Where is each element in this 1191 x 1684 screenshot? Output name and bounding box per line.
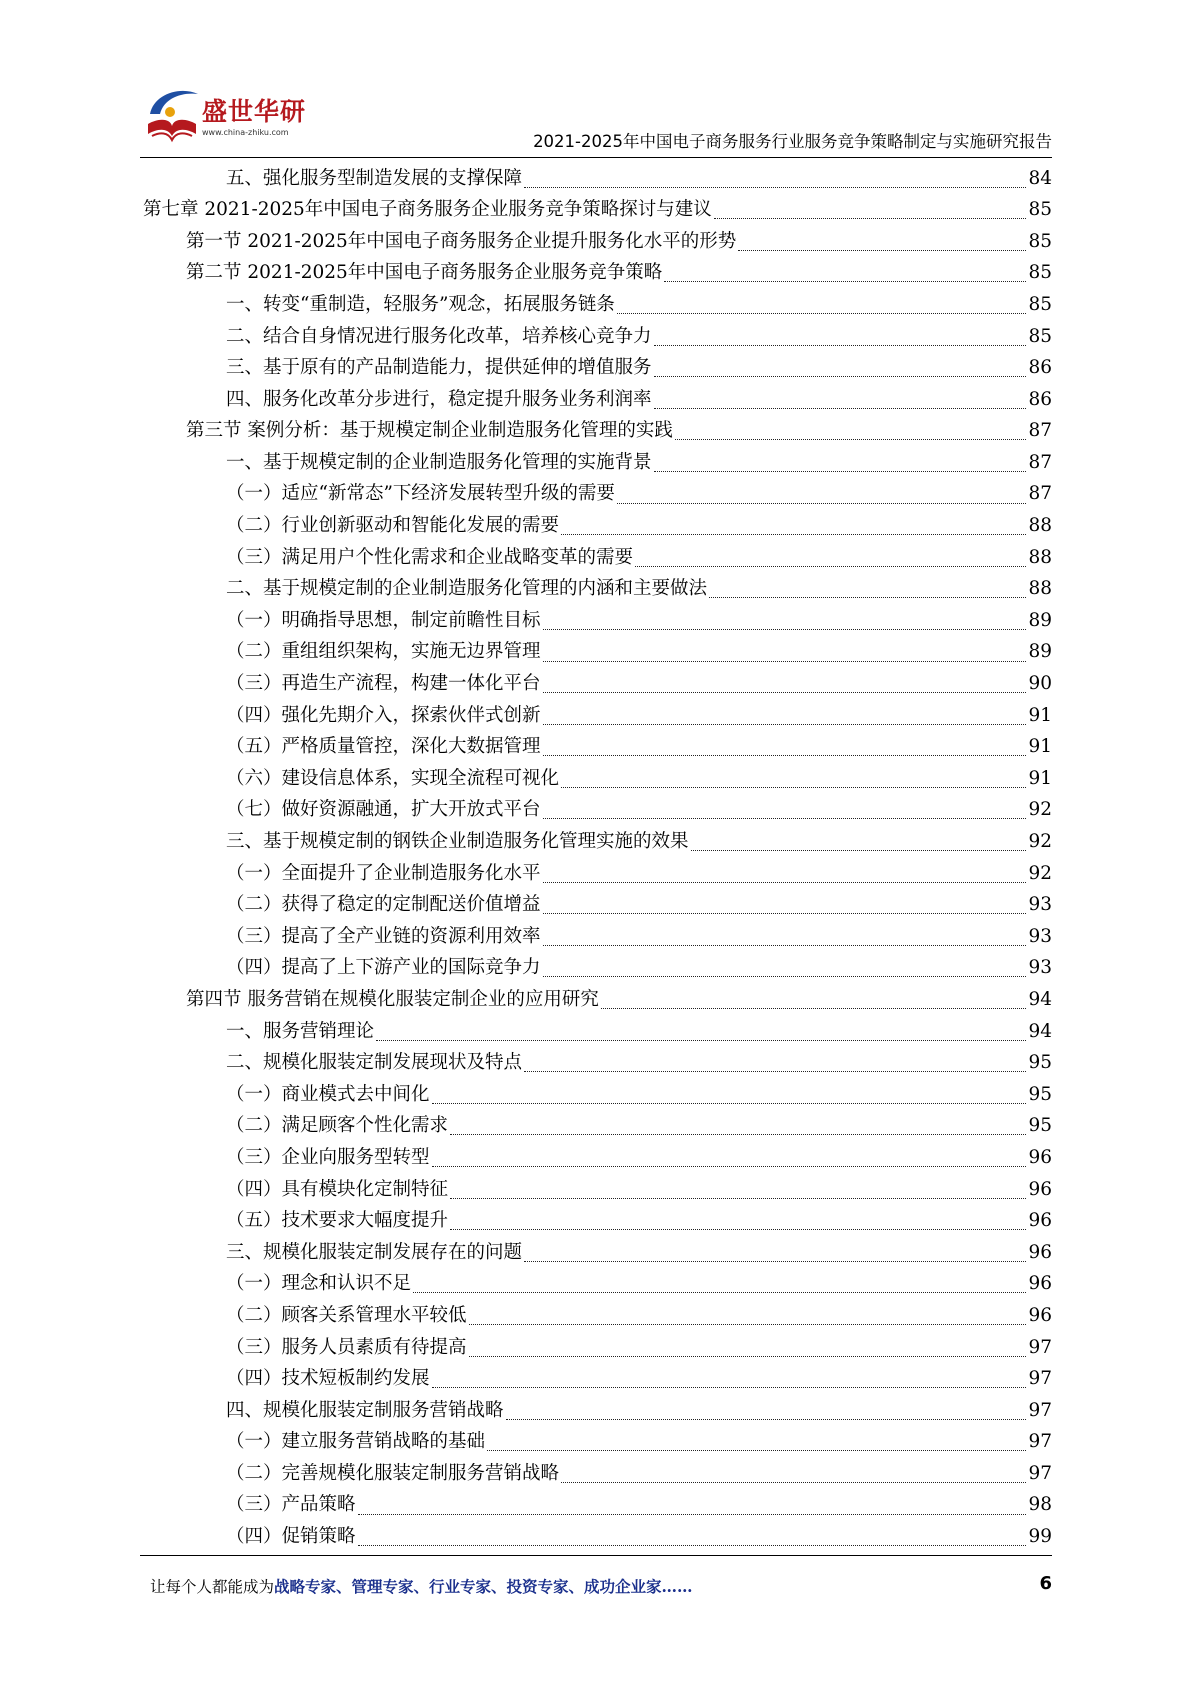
toc-entry[interactable]: [140, 416, 1052, 448]
toc-entry-label: （四）具有模块化定制特征: [226, 1178, 449, 1200]
footer-slogan: [150, 1575, 693, 1597]
toc-entry-page: 99: [1028, 1526, 1052, 1548]
toc-entry-page: 95: [1028, 1083, 1052, 1105]
toc-dot-leader: [543, 935, 1027, 946]
toc-entry[interactable]: [140, 163, 1052, 195]
toc-entry-page: 96: [1028, 1146, 1052, 1168]
toc-entry[interactable]: [140, 258, 1052, 290]
toc-entry-label: 二、规模化服装定制发展现状及特点: [226, 1052, 523, 1074]
toc-entry-page: 96: [1028, 1210, 1052, 1232]
toc-entry[interactable]: [140, 605, 1052, 637]
toc-entry-page: 87: [1028, 451, 1052, 473]
toc-dot-leader: [543, 966, 1027, 977]
toc-entry[interactable]: [140, 1395, 1052, 1427]
toc-dot-leader: [654, 398, 1027, 409]
toc-entry[interactable]: [140, 921, 1052, 953]
toc-dot-leader: [358, 1535, 1027, 1546]
toc-dot-leader: [469, 1346, 1027, 1357]
toc-entry[interactable]: [140, 321, 1052, 353]
toc-entry-label: （三）产品策略: [226, 1494, 356, 1516]
toc-entry-label: （二）完善规模化服装定制服务营销战略: [226, 1462, 560, 1484]
toc-entry-page: 92: [1028, 831, 1052, 853]
toc-entry-label: （六）建设信息体系，实现全流程可视化: [226, 767, 560, 789]
toc-entry-label: （一）商业模式去中间化: [226, 1083, 430, 1105]
toc-dot-leader: [617, 493, 1027, 504]
toc-entry-page: 97: [1028, 1431, 1052, 1453]
toc-dot-leader: [432, 1093, 1027, 1104]
toc-dot-leader: [543, 619, 1027, 630]
toc-entry[interactable]: [140, 1490, 1052, 1522]
toc-dot-leader: [561, 1472, 1026, 1483]
toc-dot-leader: [432, 1377, 1027, 1388]
page-header: [140, 80, 1052, 162]
toc-entry-label: 四、服务化改革分步进行，稳定提升服务业务利润率: [226, 388, 652, 410]
toc-dot-leader: [654, 335, 1027, 346]
toc-entry-label: 一、基于规模定制的企业制造服务化管理的实施背景: [226, 451, 652, 473]
toc-entry-page: 89: [1028, 641, 1052, 663]
toc-entry[interactable]: [140, 289, 1052, 321]
toc-entry-label: （一）全面提升了企业制造服务化水平: [226, 862, 541, 884]
toc-entry-page: 96: [1028, 1273, 1052, 1295]
toc-dot-leader: [432, 1156, 1027, 1167]
toc-entry-page: 87: [1028, 483, 1052, 505]
toc-entry-label: 一、服务营销理论: [226, 1020, 375, 1042]
toc-entry-page: 96: [1028, 1178, 1052, 1200]
toc-entry[interactable]: [140, 732, 1052, 764]
toc-entry-label: （二）获得了稳定的定制配送价值增益: [226, 894, 541, 916]
toc-dot-leader: [376, 1030, 1026, 1041]
toc-entry-page: 90: [1028, 673, 1052, 695]
table-of-contents: [140, 163, 1052, 1553]
toc-dot-leader: [524, 177, 1026, 188]
toc-entry-page: 98: [1028, 1494, 1052, 1516]
toc-dot-leader: [561, 777, 1026, 788]
toc-entry-label: （二）顾客关系管理水平较低: [226, 1304, 467, 1326]
footer-slogan-lead: 让每个人都能成为: [150, 1578, 275, 1596]
toc-dot-leader: [654, 366, 1027, 377]
toc-entry-label: （三）提高了全产业链的资源利用效率: [226, 925, 541, 947]
footer-divider: [140, 1555, 1052, 1556]
toc-entry-page: 89: [1028, 609, 1052, 631]
toc-dot-leader: [709, 587, 1026, 598]
toc-dot-leader: [543, 714, 1027, 725]
toc-entry-label: （五）技术要求大幅度提升: [226, 1210, 449, 1232]
toc-entry-page: 85: [1028, 262, 1052, 284]
toc-dot-leader: [450, 1188, 1026, 1199]
toc-entry-page: 85: [1028, 325, 1052, 347]
toc-entry-label: （一）建立服务营销战略的基础: [226, 1431, 486, 1453]
toc-entry-page: 94: [1028, 988, 1052, 1010]
toc-entry-label: 第四节 服务营销在规模化服装定制企业的应用研究: [186, 988, 599, 1010]
toc-entry[interactable]: [140, 953, 1052, 985]
toc-entry[interactable]: [140, 1206, 1052, 1238]
toc-entry-page: 84: [1028, 167, 1052, 189]
toc-entry-page: 88: [1028, 578, 1052, 600]
toc-entry-page: 95: [1028, 1052, 1052, 1074]
toc-dot-leader: [738, 240, 1026, 251]
toc-entry-label: （四）强化先期介入，探索伙伴式创新: [226, 704, 541, 726]
toc-entry[interactable]: [140, 1237, 1052, 1269]
toc-entry-page: 85: [1028, 199, 1052, 221]
toc-entry-label: （三）服务人员素质有待提高: [226, 1336, 467, 1358]
toc-entry-label: （四）提高了上下游产业的国际竞争力: [226, 957, 541, 979]
toc-entry[interactable]: [140, 858, 1052, 890]
toc-dot-leader: [543, 872, 1027, 883]
toc-entry-page: 85: [1028, 293, 1052, 315]
toc-entry[interactable]: [140, 826, 1052, 858]
toc-entry-label: 一、转变“重制造，轻服务”观念，拓展服务链条: [226, 293, 615, 315]
toc-entry-label: 第七章 2021-2025年中国电子商务服务企业服务竞争策略探讨与建议: [143, 199, 712, 221]
toc-entry[interactable]: [140, 1111, 1052, 1143]
toc-entry-label: （三）企业向服务型转型: [226, 1146, 430, 1168]
toc-entry-label: （五）严格质量管控，深化大数据管理: [226, 736, 541, 758]
toc-entry-label: 三、规模化服装定制发展存在的问题: [226, 1241, 523, 1263]
toc-entry[interactable]: [140, 1079, 1052, 1111]
toc-entry[interactable]: [140, 795, 1052, 827]
toc-dot-leader: [714, 208, 1027, 219]
toc-entry[interactable]: [140, 1458, 1052, 1490]
toc-entry[interactable]: [140, 479, 1052, 511]
toc-dot-leader: [675, 429, 1027, 440]
toc-entry-page: 88: [1028, 515, 1052, 537]
toc-entry[interactable]: [140, 1364, 1052, 1396]
toc-entry[interactable]: [140, 1142, 1052, 1174]
toc-entry[interactable]: [140, 700, 1052, 732]
toc-dot-leader: [524, 1061, 1026, 1072]
toc-dot-leader: [413, 1282, 1026, 1293]
toc-dot-leader: [543, 682, 1027, 693]
toc-entry[interactable]: [140, 1300, 1052, 1332]
toc-dot-leader: [543, 745, 1027, 756]
toc-entry-label: （三）满足用户个性化需求和企业战略变革的需要: [226, 546, 634, 568]
toc-dot-leader: [543, 651, 1027, 662]
toc-entry-label: （一）理念和认识不足: [226, 1273, 412, 1295]
toc-entry-page: 86: [1028, 357, 1052, 379]
toc-dot-leader: [691, 840, 1027, 851]
toc-entry[interactable]: [140, 447, 1052, 479]
toc-entry-label: 第三节 案例分析：基于规模定制企业制造服务化管理的实践: [186, 420, 673, 442]
toc-dot-leader: [635, 556, 1026, 567]
toc-entry-page: 92: [1028, 862, 1052, 884]
toc-dot-leader: [543, 903, 1027, 914]
toc-entry-page: 97: [1028, 1368, 1052, 1390]
toc-entry-page: 91: [1028, 704, 1052, 726]
toc-dot-leader: [506, 1409, 1027, 1420]
toc-dot-leader: [654, 461, 1027, 472]
toc-entry-page: 93: [1028, 925, 1052, 947]
toc-dot-leader: [617, 303, 1027, 314]
toc-entry[interactable]: [140, 1269, 1052, 1301]
book-swirl-logo-icon: [140, 84, 204, 146]
toc-entry-label: 第二节 2021-2025年中国电子商务服务企业服务竞争策略: [186, 262, 663, 284]
toc-entry-page: 88: [1028, 546, 1052, 568]
toc-entry-page: 86: [1028, 388, 1052, 410]
toc-entry-page: 97: [1028, 1462, 1052, 1484]
toc-dot-leader: [561, 524, 1026, 535]
toc-entry[interactable]: [140, 353, 1052, 385]
toc-entry[interactable]: [140, 984, 1052, 1016]
footer-slogan-emphasis: 战略专家、管理专家、行业专家、投资专家、成功企业家……: [274, 1577, 693, 1596]
page-number: 6: [1039, 1573, 1052, 1594]
toc-entry-label: （二）满足顾客个性化需求: [226, 1115, 449, 1137]
toc-entry[interactable]: [140, 226, 1052, 258]
toc-entry[interactable]: [140, 1427, 1052, 1459]
toc-dot-leader: [469, 1314, 1027, 1325]
logo-name: 盛世华研: [202, 97, 307, 126]
toc-entry-label: （七）做好资源融通，扩大开放式平台: [226, 799, 541, 821]
toc-entry-page: 85: [1028, 230, 1052, 252]
toc-entry-label: 四、规模化服装定制服务营销战略: [226, 1399, 504, 1421]
toc-entry-label: （二）行业创新驱动和智能化发展的需要: [226, 515, 560, 537]
toc-dot-leader: [450, 1219, 1026, 1230]
toc-entry[interactable]: [140, 890, 1052, 922]
toc-entry[interactable]: [140, 384, 1052, 416]
toc-dot-leader: [358, 1504, 1027, 1515]
toc-entry-label: （四）技术短板制约发展: [226, 1368, 430, 1390]
toc-entry-label: （一）适应“新常态”下经济发展转型升级的需要: [226, 483, 615, 505]
logo-url: www.china-zhiku.com: [202, 128, 289, 137]
toc-entry-page: 91: [1028, 736, 1052, 758]
toc-dot-leader: [524, 1251, 1026, 1262]
header-divider: [140, 157, 1052, 158]
toc-entry-label: 二、结合自身情况进行服务化改革，培养核心竞争力: [226, 325, 652, 347]
toc-entry-page: 91: [1028, 767, 1052, 789]
toc-entry-page: 93: [1028, 894, 1052, 916]
toc-dot-leader: [601, 998, 1027, 1009]
report-title: 2021-2025年中国电子商务服务行业服务竞争策略制定与实施研究报告: [533, 132, 1052, 151]
toc-entry-label: （四）促销策略: [226, 1526, 356, 1548]
toc-entry-label: （三）再造生产流程，构建一体化平台: [226, 673, 541, 695]
toc-entry-page: 94: [1028, 1020, 1052, 1042]
toc-dot-leader: [487, 1440, 1026, 1451]
toc-entry[interactable]: [140, 1016, 1052, 1048]
toc-entry-page: 97: [1028, 1399, 1052, 1421]
toc-entry[interactable]: [140, 1174, 1052, 1206]
toc-entry-page: 87: [1028, 420, 1052, 442]
toc-entry-page: 96: [1028, 1304, 1052, 1326]
toc-entry[interactable]: [140, 574, 1052, 606]
toc-entry-label: 三、基于规模定制的钢铁企业制造服务化管理实施的效果: [226, 831, 689, 853]
toc-entry[interactable]: [140, 1522, 1052, 1554]
toc-entry-label: 三、基于原有的产品制造能力，提供延伸的增值服务: [226, 357, 652, 379]
toc-entry-label: （一）明确指导思想，制定前瞻性目标: [226, 609, 541, 631]
toc-entry-page: 95: [1028, 1115, 1052, 1137]
toc-entry[interactable]: [140, 1048, 1052, 1080]
company-logo: [140, 84, 315, 154]
toc-entry-label: 五、强化服务型制造发展的支撑保障: [226, 167, 523, 189]
toc-entry[interactable]: [140, 1332, 1052, 1364]
toc-entry-page: 97: [1028, 1336, 1052, 1358]
toc-entry-label: 第一节 2021-2025年中国电子商务服务企业提升服务化水平的形势: [186, 230, 737, 252]
toc-entry-label: 二、基于规模定制的企业制造服务化管理的内涵和主要做法: [226, 578, 708, 600]
toc-dot-leader: [450, 1124, 1026, 1135]
toc-entry[interactable]: [140, 763, 1052, 795]
toc-entry-page: 93: [1028, 957, 1052, 979]
toc-entry[interactable]: [140, 637, 1052, 669]
toc-dot-leader: [664, 271, 1026, 282]
toc-entry[interactable]: [140, 511, 1052, 543]
toc-entry-page: 92: [1028, 799, 1052, 821]
toc-entry[interactable]: [140, 669, 1052, 701]
toc-entry[interactable]: [140, 542, 1052, 574]
toc-dot-leader: [543, 808, 1027, 819]
toc-entry-page: 96: [1028, 1241, 1052, 1263]
toc-entry-label: （二）重组组织架构，实施无边界管理: [226, 641, 541, 663]
toc-entry[interactable]: [140, 195, 1052, 227]
